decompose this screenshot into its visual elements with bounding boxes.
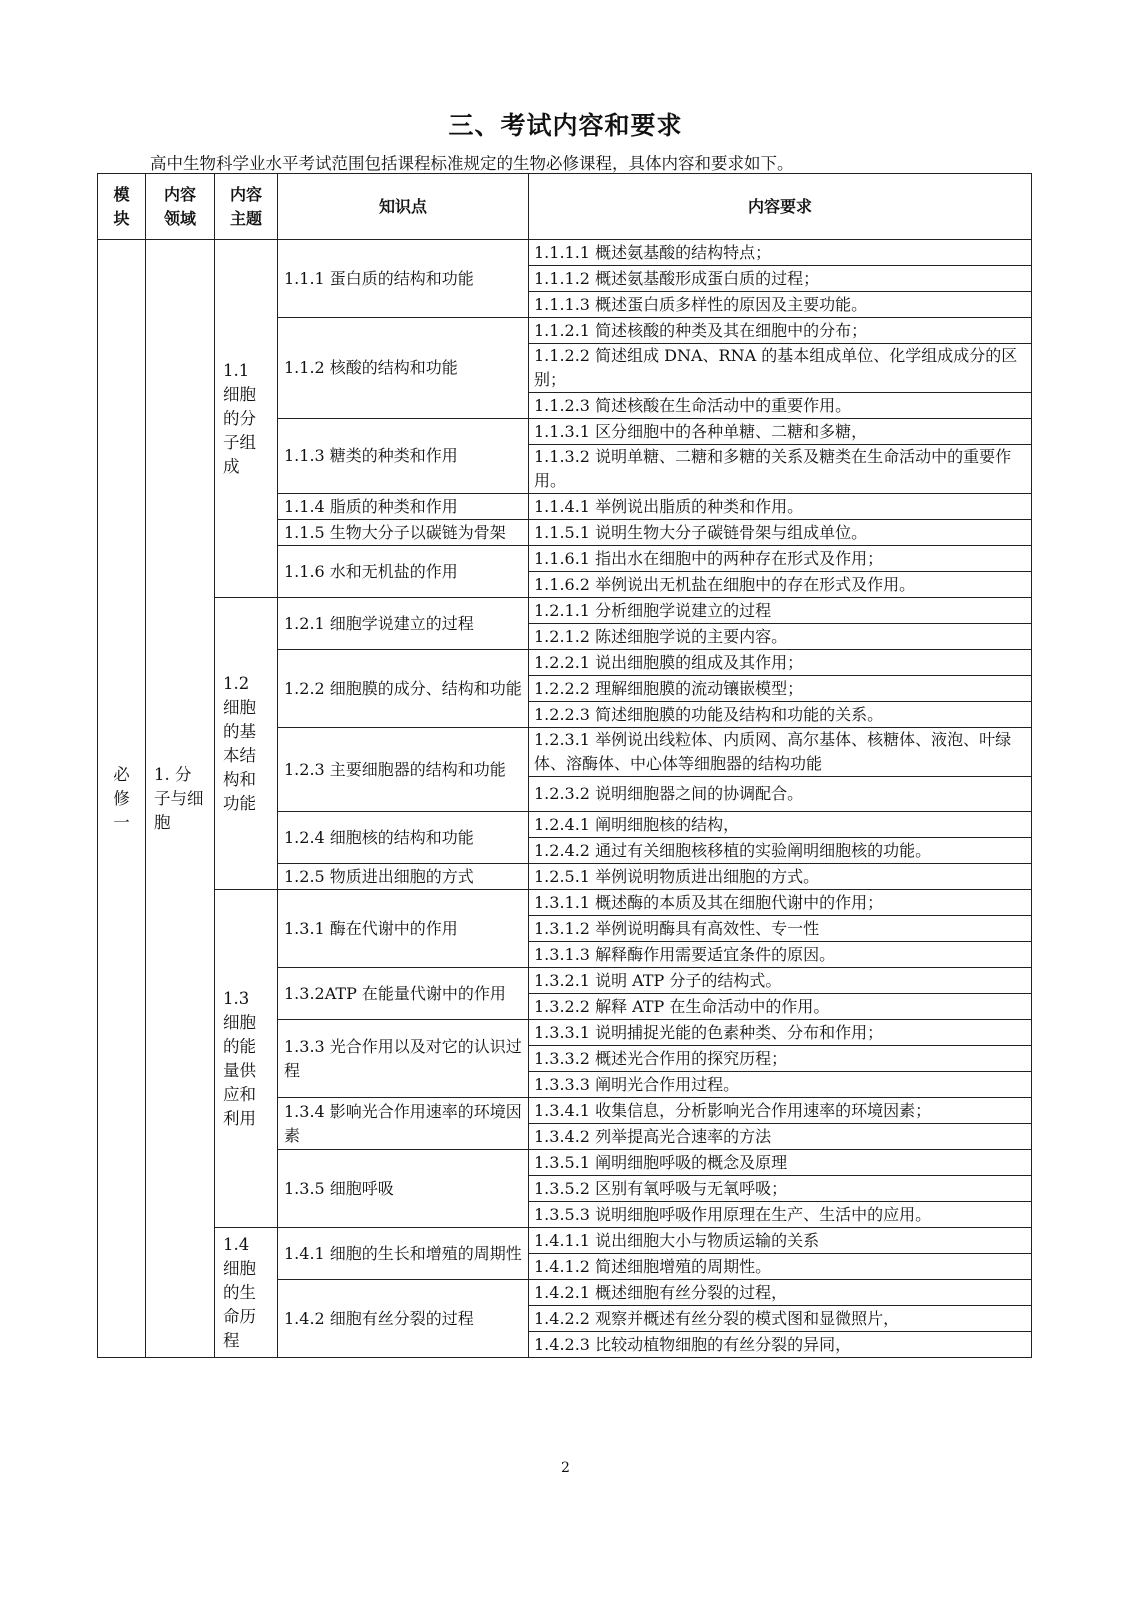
knowledge-cell: 1.4.1 细胞的生长和增殖的周期性 [278, 1228, 529, 1280]
knowledge-cell: 1.2.1 细胞学说建立的过程 [278, 598, 529, 650]
requirement-cell: 1.1.5.1 说明生物大分子碳链骨架与组成单位。 [529, 520, 1032, 546]
knowledge-cell: 1.2.5 物质进出细胞的方式 [278, 864, 529, 890]
requirement-cell: 1.2.5.1 举例说明物质进出细胞的方式。 [529, 864, 1032, 890]
table-row [98, 1228, 1032, 1254]
requirement-cell: 1.3.3.1 说明捕捉光能的色素种类、分布和作用； [529, 1020, 1032, 1046]
knowledge-cell: 1.1.5 生物大分子以碳链为骨架 [278, 520, 529, 546]
page-title: 三、考试内容和要求 [448, 111, 683, 140]
requirement-cell: 1.1.3.2 说明单糖、二糖和多糖的关系及糖类在生命活动中的重要作用。 [529, 445, 1032, 494]
knowledge-cell: 1.3.3 光合作用以及对它的认识过程 [278, 1020, 529, 1098]
header-requirement: 内容要求 [529, 174, 1032, 240]
knowledge-cell: 1.3.1 酶在代谢中的作用 [278, 890, 529, 968]
knowledge-cell: 1.2.2 细胞膜的成分、结构和功能 [278, 650, 529, 728]
requirement-cell: 1.2.1.1 分析细胞学说建立的过程 [529, 598, 1032, 624]
requirement-cell: 1.3.4.1 收集信息，分析影响光合作用速率的环境因素； [529, 1098, 1032, 1124]
requirement-cell: 1.3.5.2 区别有氧呼吸与无氧呼吸； [529, 1176, 1032, 1202]
theme-cell: 1.3 细胞的能量供应和利用 [215, 890, 278, 1228]
header-row [98, 174, 1032, 240]
table-row [98, 890, 1032, 916]
knowledge-cell: 1.1.3 糖类的种类和作用 [278, 419, 529, 494]
header-knowledge: 知识点 [278, 174, 529, 240]
knowledge-cell: 1.2.3 主要细胞器的结构和功能 [278, 728, 529, 812]
requirement-cell: 1.1.1.2 概述氨基酸形成蛋白质的过程； [529, 266, 1032, 292]
header-theme: 内容 主题 [215, 174, 278, 240]
requirement-cell: 1.3.1.2 举例说明酶具有高效性、专一性 [529, 916, 1032, 942]
requirement-cell: 1.3.3.3 阐明光合作用过程。 [529, 1072, 1032, 1098]
knowledge-cell: 1.3.2ATP 在能量代谢中的作用 [278, 968, 529, 1020]
knowledge-cell: 1.3.5 细胞呼吸 [278, 1150, 529, 1228]
domain-cell: 1. 分子与细胞 [146, 240, 215, 1358]
requirement-cell: 1.2.4.1 阐明细胞核的结构， [529, 812, 1032, 838]
table-row [98, 598, 1032, 624]
requirement-cell: 1.4.1.2 简述细胞增殖的周期性。 [529, 1254, 1032, 1280]
requirement-cell: 1.2.4.2 通过有关细胞核移植的实验阐明细胞核的功能。 [529, 838, 1032, 864]
module-cell: 必 修 一 [98, 240, 146, 1358]
theme-cell: 1.1 细胞的分子组成 [215, 240, 278, 598]
knowledge-cell: 1.1.1 蛋白质的结构和功能 [278, 240, 529, 318]
requirement-cell: 1.4.1.1 说出细胞大小与物质运输的关系 [529, 1228, 1032, 1254]
requirement-cell: 1.1.4.1 举例说出脂质的种类和作用。 [529, 494, 1032, 520]
content-table [97, 173, 1032, 1358]
requirement-cell: 1.2.3.1 举例说出线粒体、内质网、高尔基体、核糖体、液泡、叶绿体、溶酶体、中心体等细胞器的结构功能 [529, 728, 1032, 777]
requirement-cell: 1.2.2.2 理解细胞膜的流动镶嵌模型； [529, 676, 1032, 702]
requirement-cell: 1.3.2.1 说明 ATP 分子的结构式。 [529, 968, 1032, 994]
requirement-cell: 1.1.6.1 指出水在细胞中的两种存在形式及作用； [529, 546, 1032, 572]
requirement-cell: 1.3.5.3 说明细胞呼吸作用原理在生产、生活中的应用。 [529, 1202, 1032, 1228]
requirement-cell: 1.4.2.3 比较动植物细胞的有丝分裂的异同， [529, 1332, 1032, 1358]
requirement-cell: 1.2.2.1 说出细胞膜的组成及其作用； [529, 650, 1032, 676]
page-number: 2 [561, 1460, 570, 1476]
requirement-cell: 1.3.1.3 解释酶作用需要适宜条件的原因。 [529, 942, 1032, 968]
requirement-cell: 1.1.6.2 举例说出无机盐在细胞中的存在形式及作用。 [529, 572, 1032, 598]
requirement-cell: 1.1.2.3 简述核酸在生命活动中的重要作用。 [529, 393, 1032, 419]
requirement-cell: 1.3.4.2 列举提高光合速率的方法 [529, 1124, 1032, 1150]
knowledge-cell: 1.1.6 水和无机盐的作用 [278, 546, 529, 598]
requirement-cell: 1.4.2.1 概述细胞有丝分裂的过程， [529, 1280, 1032, 1306]
knowledge-cell: 1.1.2 核酸的结构和功能 [278, 318, 529, 419]
knowledge-cell: 1.2.4 细胞核的结构和功能 [278, 812, 529, 864]
requirement-cell: 1.3.2.2 解释 ATP 在生命活动中的作用。 [529, 994, 1032, 1020]
requirement-cell: 1.1.1.1 概述氨基酸的结构特点； [529, 240, 1032, 266]
requirement-cell: 1.2.2.3 简述细胞膜的功能及结构和功能的关系。 [529, 702, 1032, 728]
requirement-cell: 1.3.1.1 概述酶的本质及其在细胞代谢中的作用； [529, 890, 1032, 916]
requirement-cell: 1.1.1.3 概述蛋白质多样性的原因及主要功能。 [529, 292, 1032, 318]
intro-text: 高中生物科学业水平考试范围包括课程标准规定的生物必修课程，具体内容和要求如下。 [150, 154, 794, 173]
theme-cell: 1.4 细胞的生命历程 [215, 1228, 278, 1358]
requirement-cell: 1.1.2.2 简述组成 DNA、RNA 的基本组成单位、化学组成成分的区别； [529, 344, 1032, 393]
knowledge-cell: 1.3.4 影响光合作用速率的环境因素 [278, 1098, 529, 1150]
requirement-cell: 1.2.1.2 陈述细胞学说的主要内容。 [529, 624, 1032, 650]
requirement-cell: 1.1.2.1 简述核酸的种类及其在细胞中的分布； [529, 318, 1032, 344]
requirement-cell: 1.3.5.1 阐明细胞呼吸的概念及原理 [529, 1150, 1032, 1176]
requirement-cell: 1.3.3.2 概述光合作用的探究历程； [529, 1046, 1032, 1072]
requirement-cell: 1.4.2.2 观察并概述有丝分裂的模式图和显微照片， [529, 1306, 1032, 1332]
header-domain: 内容 领域 [146, 174, 215, 240]
knowledge-cell: 1.4.2 细胞有丝分裂的过程 [278, 1280, 529, 1358]
theme-cell: 1.2 细胞的基本结构和功能 [215, 598, 278, 890]
knowledge-cell: 1.1.4 脂质的种类和作用 [278, 494, 529, 520]
requirement-cell: 1.1.3.1 区分细胞中的各种单糖、二糖和多糖， [529, 419, 1032, 445]
requirement-cell: 1.2.3.2 说明细胞器之间的协调配合。 [529, 777, 1032, 812]
header-module: 模 块 [98, 174, 146, 240]
table-row [98, 240, 1032, 266]
